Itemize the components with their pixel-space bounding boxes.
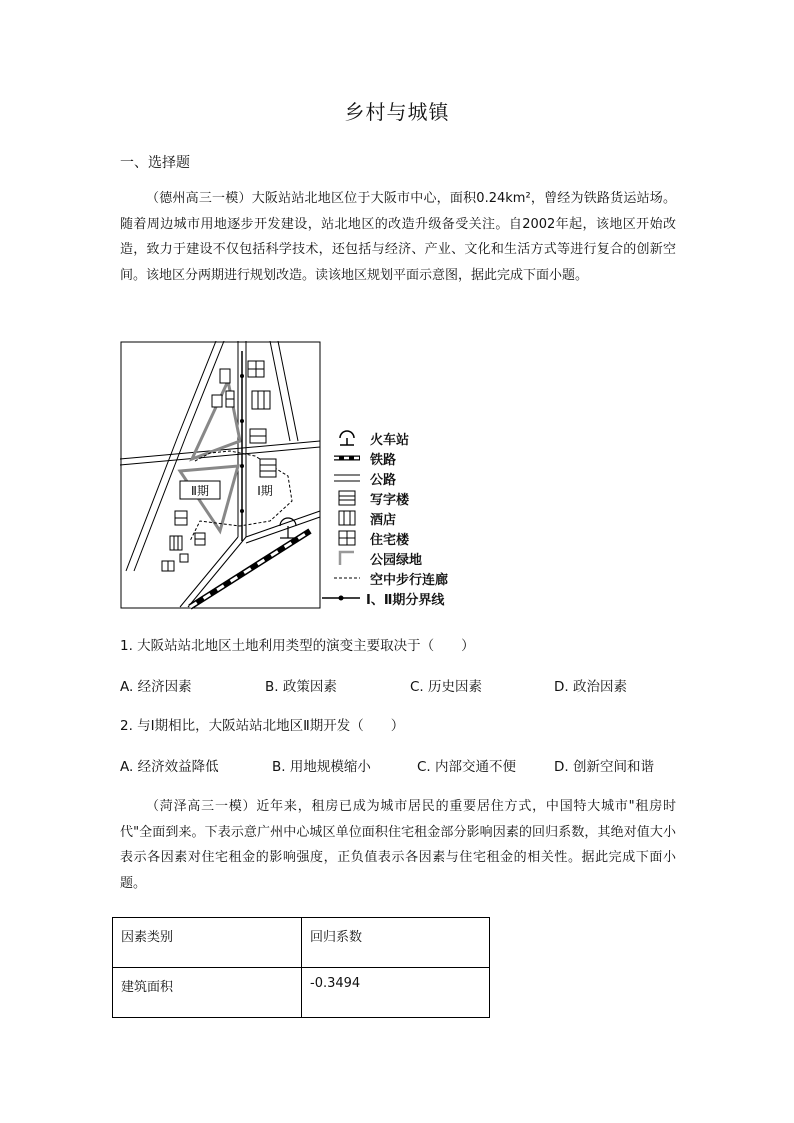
legend-label: 写字楼 [370, 493, 410, 508]
office-building-icon [334, 490, 360, 506]
legend-item [334, 488, 484, 508]
question-1-stem: 1. 大阪站站北地区土地利用类型的演变主要取决于（ ） [120, 638, 475, 654]
legend-label: 公园绿地 [370, 553, 423, 568]
legend-item [334, 448, 484, 468]
table-header-cell: 因素类别 [113, 918, 302, 968]
question-2-option-c[interactable]: C. 内部交通不便 [417, 759, 517, 775]
legend-label: 公路 [370, 473, 397, 488]
legend-item [334, 568, 484, 588]
section-heading: 一、选择题 [120, 155, 190, 171]
table-header-cell: 回归系数 [302, 918, 490, 968]
table-cell: -0.3494 [302, 968, 490, 1018]
question-2-option-b[interactable]: B. 用地规模缩小 [272, 759, 371, 775]
question-1-option-a[interactable]: A. 经济因素 [120, 679, 192, 695]
table-cell: 建筑面积 [113, 968, 302, 1018]
question-2-option-a[interactable]: A. 经济效益降低 [120, 759, 219, 775]
passage-1: （德州高三一模）大阪站站北地区位于大阪市中心，面积0.24km²，曾经为铁路货运站场。随着周边城市用地逐步开发建设，站北地区的改造升级备受关注。自2002年起，该地区开始改造，致力于建设不仅包括科学技术，还包括与经济、产业、文化和生活方式等进行复合的创新空间。该地区分两期进行规划改造。读该地区规划平面示意图，据此完成下面小题。 [120, 191, 676, 283]
question-2-stem: 2. 与Ⅰ期相比，大阪站站北地区Ⅱ期开发（ ） [120, 718, 405, 734]
legend-item [334, 508, 484, 528]
legend-item [334, 548, 484, 568]
legend-label: 住宅楼 [370, 533, 410, 548]
park-icon [334, 550, 360, 566]
train-station-icon [334, 430, 360, 446]
question-1-option-d[interactable]: D. 政治因素 [554, 679, 627, 695]
skywalk-icon [334, 570, 360, 586]
question-1-option-b[interactable]: B. 政策因素 [265, 679, 337, 695]
legend-item [322, 588, 472, 608]
legend-item [334, 428, 484, 448]
question-2-option-d[interactable]: D. 创新空间和谐 [554, 759, 654, 775]
question-1-option-c[interactable]: C. 历史因素 [410, 679, 483, 695]
legend-label: 酒店 [370, 513, 397, 528]
boundary-line-icon [322, 590, 360, 606]
page-title: 乡村与城镇 [344, 100, 450, 124]
legend-label: 铁路 [370, 453, 397, 468]
road-icon [334, 470, 360, 486]
legend-label: Ⅰ、Ⅱ期分界线 [366, 593, 445, 608]
railway-icon [334, 450, 360, 466]
legend-label: 火车站 [370, 433, 410, 448]
regression-table [112, 917, 490, 1018]
legend-item [334, 468, 484, 488]
table-header-row [113, 918, 490, 968]
phase-2-label: Ⅱ期 [191, 484, 209, 498]
passage-2: （菏泽高三一模）近年来，租房已成为城市居民的重要居住方式，中国特大城市"租房时代"全面到来。下表示意广州中心城区单位面积住宅租金部分影响因素的回归系数，其绝对值大小表示各因素对住宅租金的影响强度，正负值表示各因素与住宅租金的相关性。据此完成下面小题。 [120, 799, 676, 891]
residential-icon [334, 530, 360, 546]
table-row [113, 968, 490, 1018]
legend-label: 空中步行连廊 [370, 573, 449, 588]
phase-1-label: Ⅰ期 [257, 484, 273, 498]
legend-item [334, 528, 484, 548]
hotel-icon [334, 510, 360, 526]
